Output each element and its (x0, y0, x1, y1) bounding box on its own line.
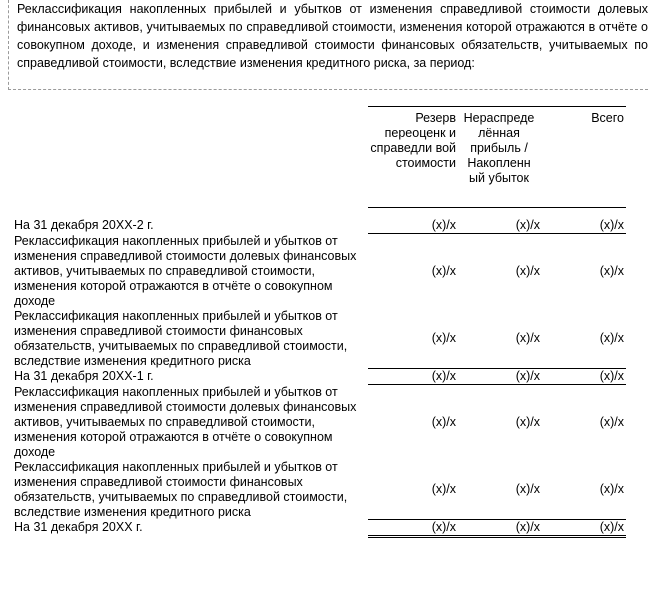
cell-value: (x)/x (458, 369, 542, 385)
cell-value: (x)/x (515, 414, 540, 429)
col-header-total: Всего (542, 107, 626, 208)
row-label: Реклассификация накопленных прибылей и убытков от изменения справедливой стоимости долевых финансовых активов, учитываемых по справедливой стоимости, изменения которой отражаются в отчёте о совокупном доходе (14, 384, 357, 459)
cell-value: (x)/x (368, 309, 458, 369)
cell-value: (x)/x (368, 520, 458, 537)
table-row (12, 234, 626, 309)
table-row (12, 309, 626, 369)
cell-value: (x)/x (515, 218, 540, 232)
cell-value: (x)/x (599, 218, 624, 232)
col-header-revaluation-reserve: Резерв переоценк и справедли вой стоимости (368, 107, 458, 208)
intro-text-box (8, 0, 648, 90)
row-label: Реклассификация накопленных прибылей и убытков от изменения справедливой стоимости финансовых обязательств, учитываемых по справедливой стоимости, вследствие изменения кредитного риска (14, 459, 348, 519)
reclassification-table (12, 106, 626, 538)
table-row-total (12, 520, 626, 537)
cell-value: (x)/x (431, 218, 456, 232)
cell-value: (x)/x (458, 520, 542, 537)
table-row (12, 460, 626, 520)
table-row-subtotal (12, 369, 626, 385)
row-label: На 31 декабря 20XX-1 г. (14, 368, 154, 383)
cell-value: (x)/x (542, 234, 626, 309)
col-header-retained-earnings: Нераспреде лённая прибыль / Накопленн ый убыток (458, 107, 542, 208)
cell-value: (x)/x (368, 460, 458, 520)
cell-value: (x)/x (431, 414, 456, 429)
table-row (12, 218, 626, 234)
cell-value: (x)/x (368, 369, 458, 385)
cell-value: (x)/x (458, 460, 542, 520)
cell-value: (x)/x (542, 309, 626, 369)
row-label: Реклассификация накопленных прибылей и убытков от изменения справедливой стоимости долевых финансовых активов, учитываемых по справедливой стоимости, изменения которой отражаются в отчёте о совокупном доходе (14, 233, 357, 308)
row-label: На 31 декабря 20XX-2 г. (14, 218, 154, 232)
cell-value: (x)/x (542, 520, 626, 537)
cell-value: (x)/x (368, 234, 458, 309)
cell-value: (x)/x (599, 414, 624, 429)
row-label: Реклассификация накопленных прибылей и убытков от изменения справедливой стоимости финансовых обязательств, учитываемых по справедливой стоимости, вследствие изменения кредитного риска (14, 308, 348, 368)
cell-value: (x)/x (542, 460, 626, 520)
cell-value: (x)/x (458, 234, 542, 309)
cell-value: (x)/x (458, 309, 542, 369)
row-label: На 31 декабря 20XX г. (14, 519, 143, 534)
intro-paragraph: Реклассификация накопленных прибылей и убытков от изменения справедливой стоимости долевых финансовых активов, учитываемых по справедливой стоимости, изменения которой отражаются в отчёте о совокупном доходе, и изменения справедливой стоимости финансовых обязательств, учитываемых по справедливой стоимости, вследствие изменения кредитного риска, за период: (17, 2, 648, 70)
table-row (12, 385, 626, 460)
table-header-row (12, 107, 626, 208)
cell-value: (x)/x (542, 369, 626, 385)
